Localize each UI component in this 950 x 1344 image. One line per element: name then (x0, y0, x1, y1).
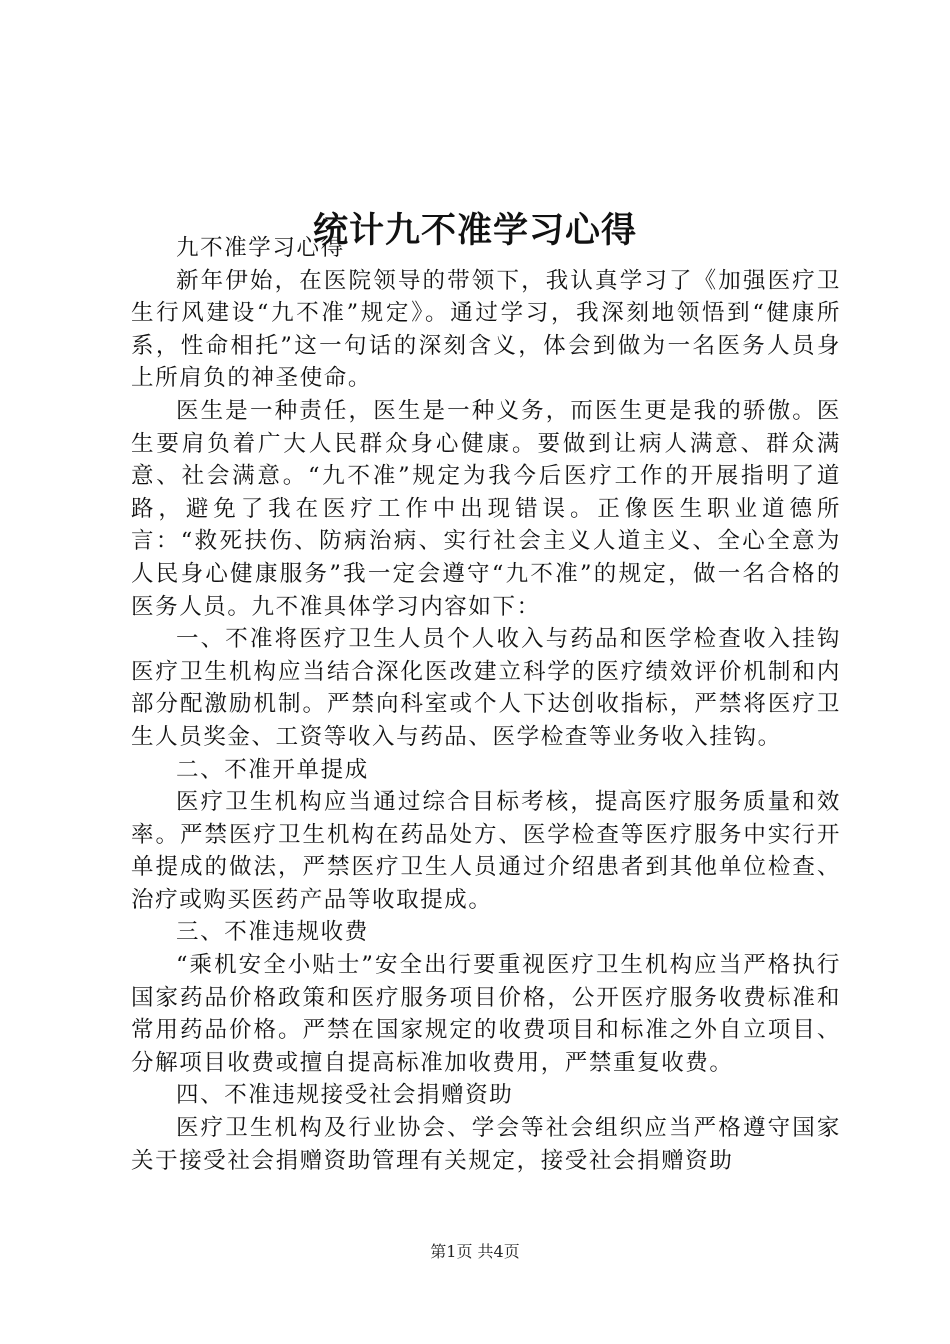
heading-rule-4: 四、不准违规接受社会捐赠资助 (176, 1082, 514, 1109)
paragraph-rule-3: “乘机安全小贴士”安全出行要重视医疗卫生机构应当严格执行国家药品价格政策和医疗服务项目价格，公开医疗服务收费标准和常用药品价格。严禁在国家规定的收费项目和标准之外自立项目、分解项目收费或擅自提高标准加收费用，严禁重复收费。 (131, 952, 841, 1076)
paragraph-rule-2: 医疗卫生机构应当通过综合目标考核，提高医疗服务质量和效率。严禁医疗卫生机构在药品处方、医学检查等医疗服务中实行开单提成的做法，严禁医疗卫生人员通过介绍患者到其他单位检查、治疗或购买医药产品等收取提成。 (131, 789, 841, 913)
paragraph-doctor-duty: 医生是一种责任，医生是一种义务，而医生更是我的骄傲。医生要肩负着广大人民群众身心健康。要做到让病人满意、群众满意、社会满意。“九不准”规定为我今后医疗工作的开展指明了道路，避免了我在医疗工作中出现错误。正像医生职业道德所言：“救死扶伤、防病治病、实行社会主义人道主义、全心全意为人民身心健康服务”我一定会遵守“九不准”的规定，做一名合格的医务人员。九不准具体学习内容如下： (131, 397, 841, 620)
page-number-footer: 第1页 共4页 (430, 1242, 520, 1261)
heading-rule-2: 二、不准开单提成 (176, 756, 369, 783)
paragraph-subtitle: 九不准学习心得 (176, 235, 345, 261)
paragraph-rule-1: 一、不准将医疗卫生人员个人收入与药品和医学检查收入挂钩医疗卫生机构应当结合深化医改建立科学的医疗绩效评价机制和内部分配激励机制。严禁向科室或个人下达创收指标，严禁将医疗卫生人员奖金、工资等收入与药品、医学检查等业务收入挂钩。 (131, 626, 841, 750)
document-body (131, 232, 841, 1177)
paragraph-intro: 新年伊始，在医院领导的带领下，我认真学习了《加强医疗卫生行风建设“九不准”规定》。通过学习，我深刻地领悟到“健康所系，性命相托”这一句话的深刻含义，体会到做为一名医务人员身上所肩负的神圣使命。 (131, 267, 841, 392)
heading-rule-3: 三、不准违规收费 (176, 919, 369, 946)
paragraph-rule-4: 医疗卫生机构及行业协会、学会等社会组织应当严格遵守国家关于接受社会捐赠资助管理有关规定，接受社会捐赠资助 (131, 1115, 841, 1174)
page-title: 统计九不准学习心得 (312, 210, 637, 252)
